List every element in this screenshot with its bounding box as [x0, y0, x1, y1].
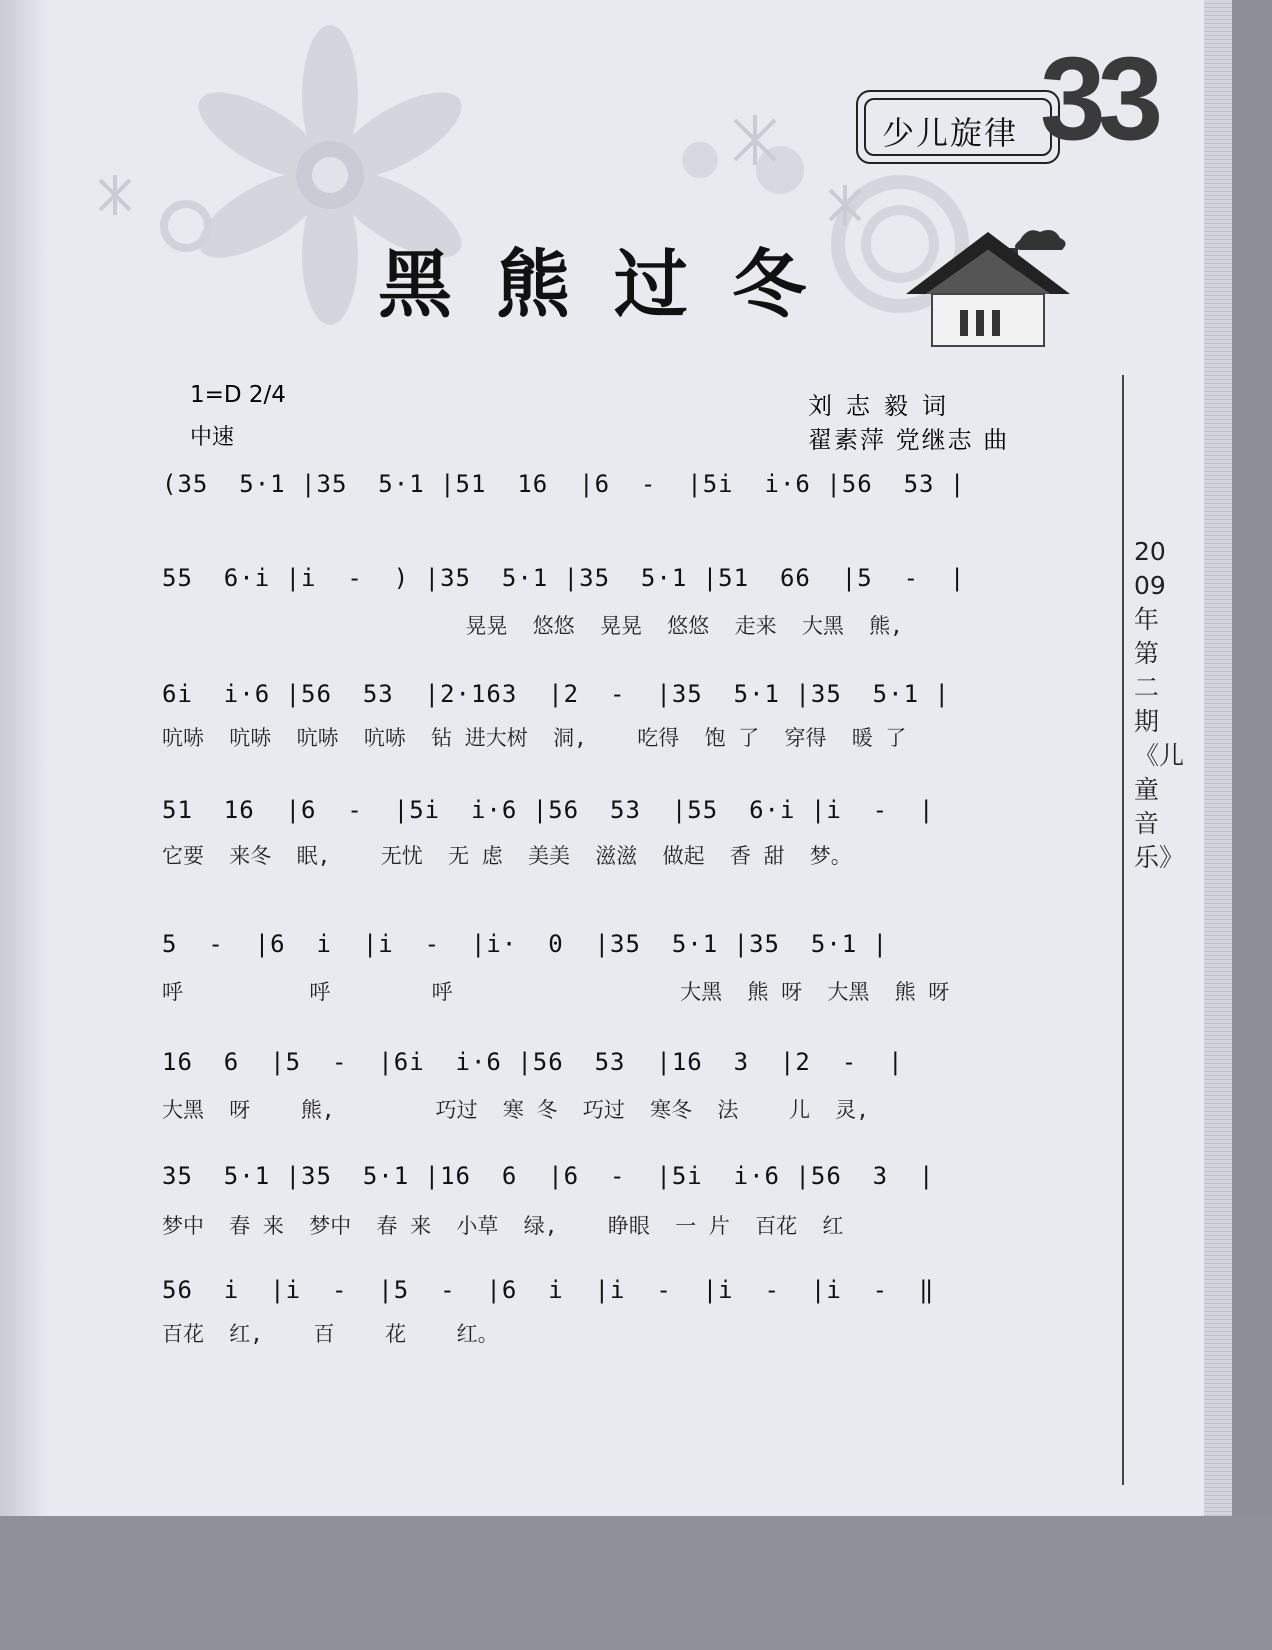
- score-line-6-lyrics: 大黑 呀 熊, 巧过 寒 冬 巧过 寒冬 法 儿 灵,: [162, 1098, 869, 1122]
- publication-source: 2009年第二期《儿童音乐》: [1134, 537, 1185, 872]
- score-line-5-lyrics: 呼 呼 呼 大黑 熊 呀 大黑 熊 呀: [162, 980, 950, 1004]
- score-line-4-lyrics: 它要 来冬 眠, 无忧 无 虑 美美 滋滋 做起 香 甜 梦。: [162, 844, 852, 868]
- score-line-2-notes: 55 6·i |i - ) |35 5·1 |35 5·1 |51 66 |5 - |: [162, 564, 966, 592]
- score-line-3-lyrics: 吭哧 吭哧 吭哧 吭哧 钻 进大树 洞, 吃得 饱 了 穿得 暖 了: [162, 726, 907, 750]
- composer-credit: 翟素萍 党继志 曲: [808, 426, 1010, 454]
- score-line-4-notes: 51 16 |6 - |5i i·6 |56 53 |55 6·i |i - |: [162, 796, 935, 824]
- song-title: 黑熊过冬: [378, 242, 850, 328]
- score-line-5-notes: 5 - |6 i |i - |i· 0 |35 5·1 |35 5·1 |: [162, 930, 889, 958]
- score-line-7-lyrics: 梦中 春 来 梦中 春 来 小草 绿, 睁眼 一 片 百花 红: [162, 1214, 844, 1238]
- scan-background: [0, 1516, 1272, 1650]
- score-line-2-lyrics: 晃晃 悠悠 晃晃 悠悠 走来 大黑 熊,: [162, 614, 903, 638]
- score-line-8-lyrics: 百花 红, 百 花 红。: [162, 1322, 499, 1346]
- section-badge: [856, 90, 1060, 164]
- score-line-7-notes: 35 5·1 |35 5·1 |16 6 |6 - |5i i·6 |56 3 |: [162, 1162, 935, 1190]
- key-signature: 1=D 2/4: [190, 382, 286, 408]
- margin-rule: [1122, 375, 1124, 1485]
- section-label: 少儿旋律: [882, 114, 1019, 152]
- score-line-3-notes: 6i i·6 |56 53 |2·163 |2 - |35 5·1 |35 5·1 |: [162, 680, 950, 708]
- lyricist-credit: 刘志毅词: [808, 392, 960, 420]
- house-icon: [900, 222, 1080, 362]
- page-number: 33: [1040, 33, 1156, 165]
- score-line-6-notes: 16 6 |5 - |6i i·6 |56 53 |16 3 |2 - |: [162, 1048, 904, 1076]
- score-line-8-notes: 56 i |i - |5 - |6 i |i - |i - |i - ‖: [162, 1276, 935, 1304]
- score-line-1-notes: (35 5·1 |35 5·1 |51 16 |6 - |5i i·6 |56 53 |: [162, 470, 966, 498]
- tempo-marking: 中速: [190, 425, 235, 450]
